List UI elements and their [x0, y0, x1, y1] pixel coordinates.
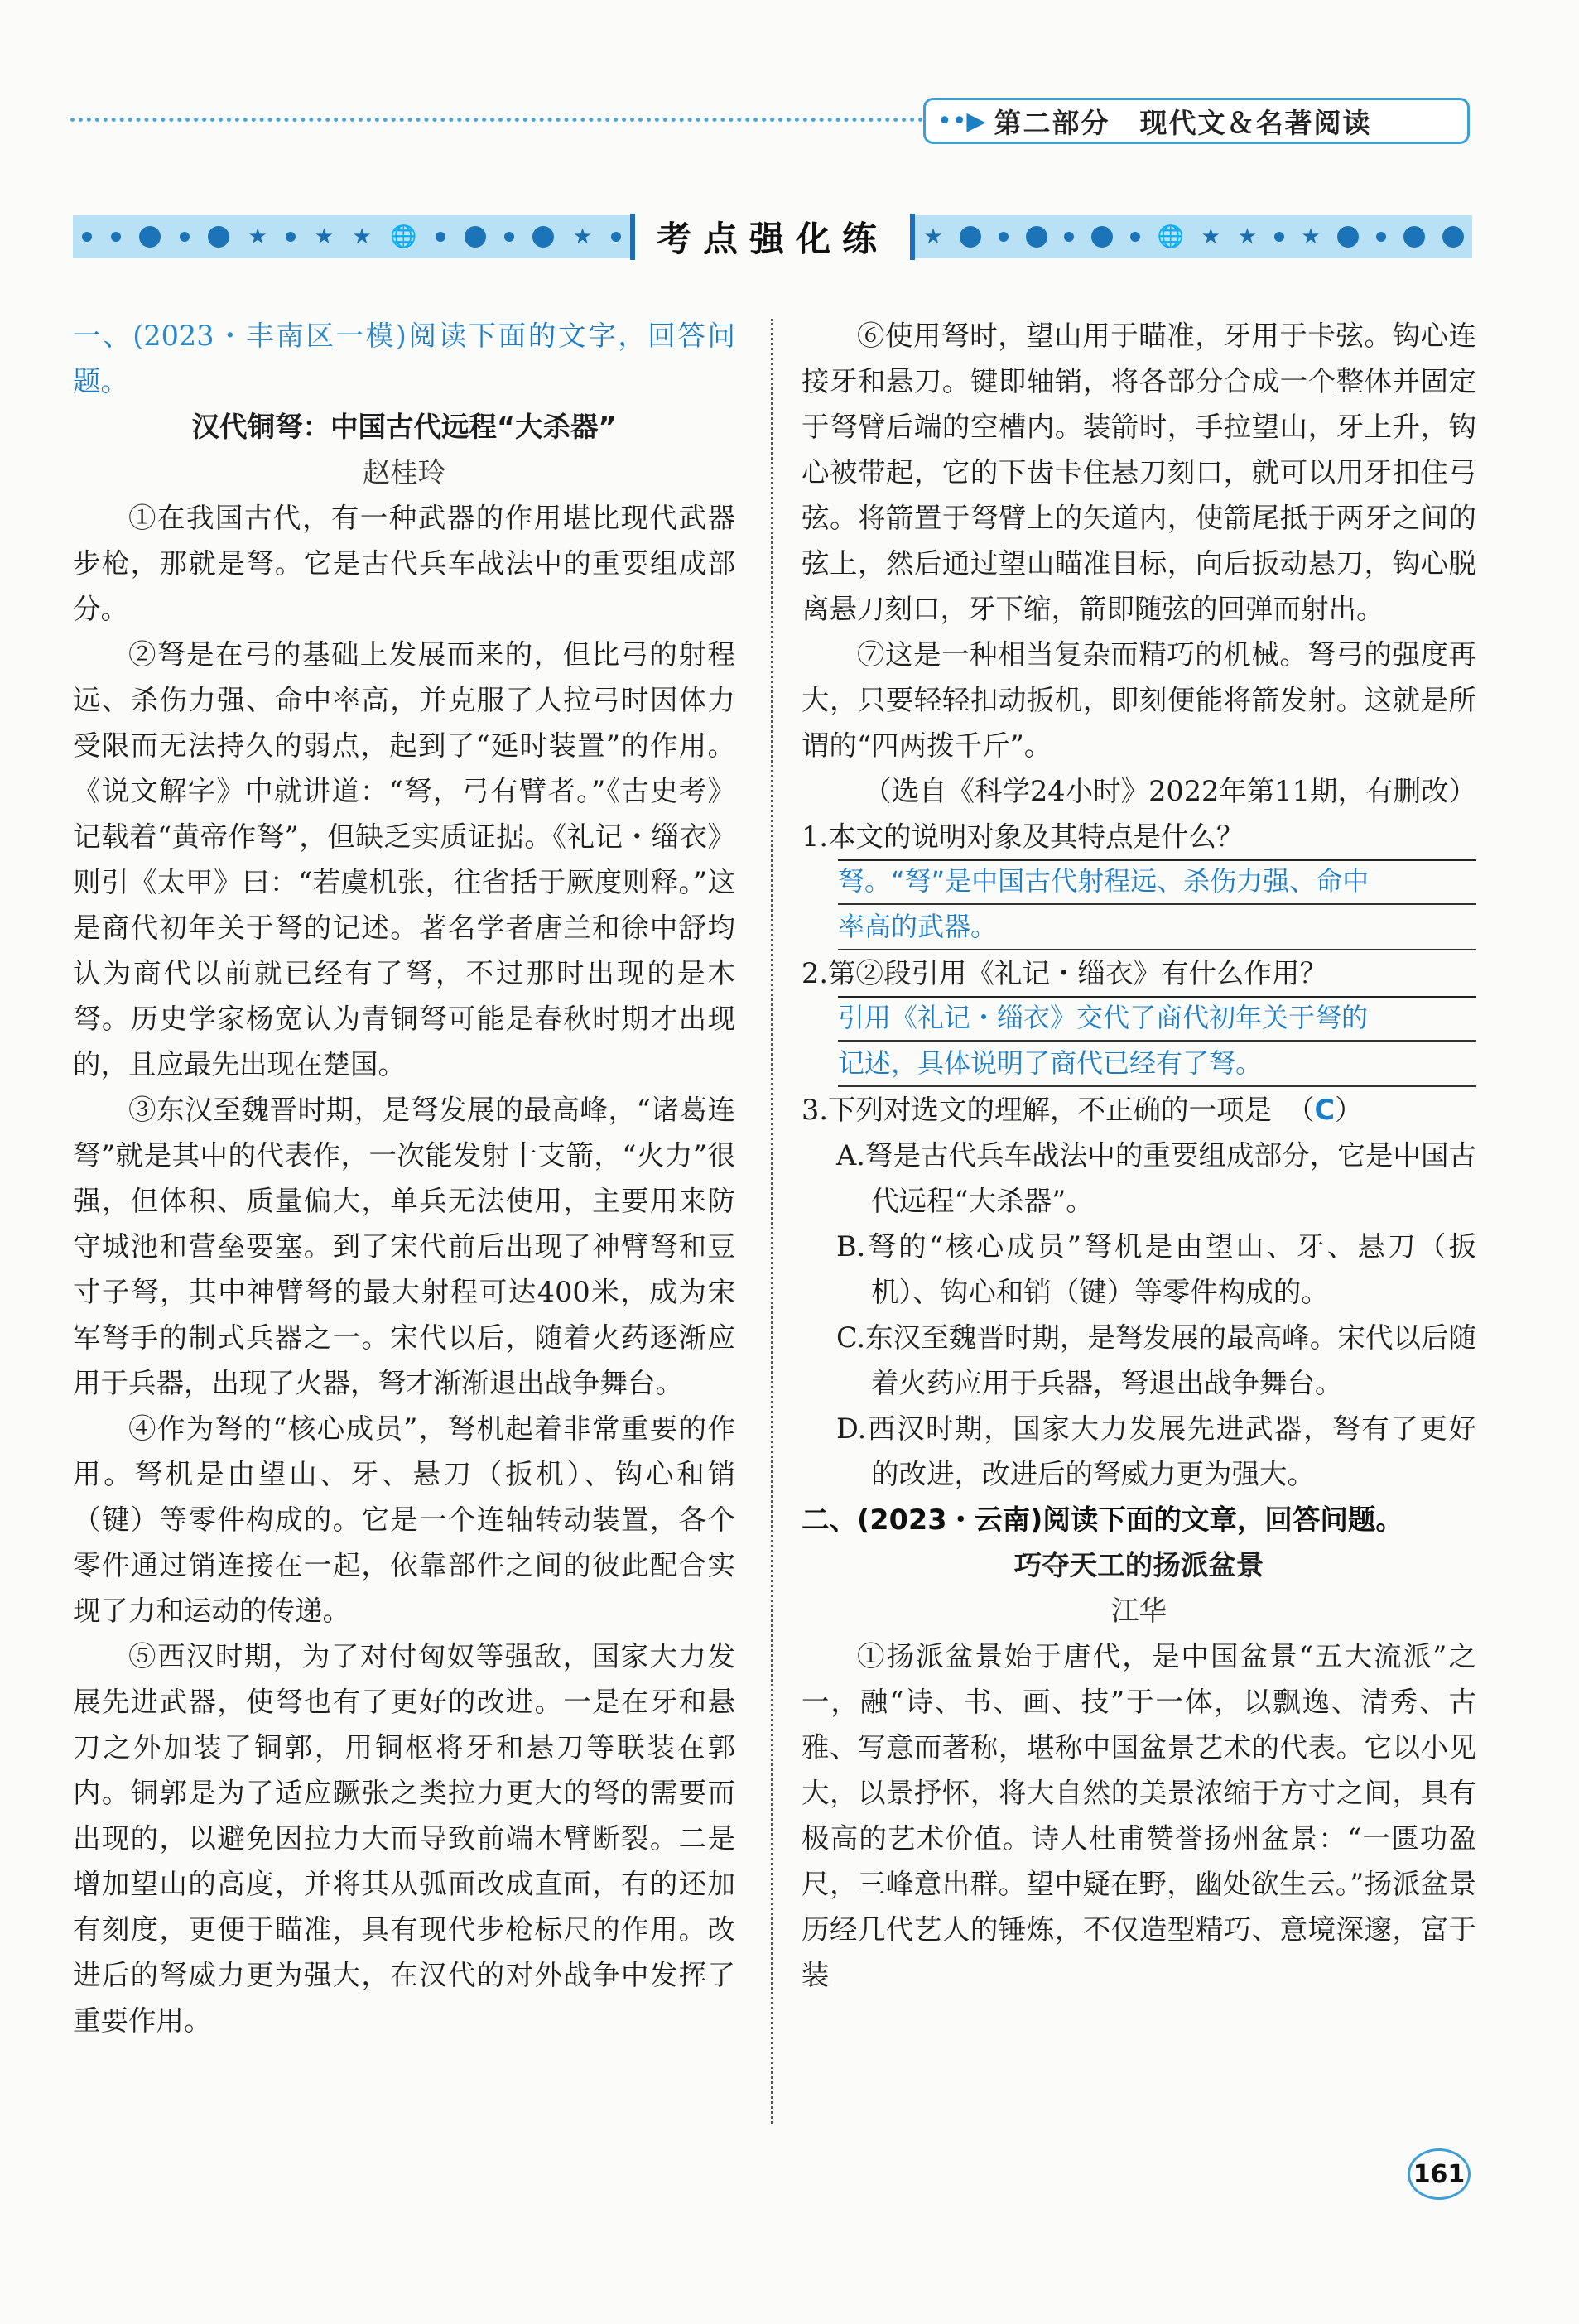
q1-number: 一、 — [73, 320, 133, 352]
paragraph-7: ⑦这是一种相当复杂而精巧的机械。弩弓的强度再大，只要轻轻扣动扳机，即刻便能将箭发射。这就是所谓的“四两拨千斤”。 — [802, 638, 1476, 762]
q2-number: 二、 — [802, 1504, 857, 1536]
banner-decoration-right: ★ 🌐 ★ ★ ★ — [915, 215, 1472, 258]
paragraph-6: ⑥使用弩时，望山用于瞄准，牙用于卡弦。钩心连接牙和悬刀。键即轴销，将各部分合成一个整体并固定于弩臂后端的空槽内。装箭时，手拉望山，牙上升，钩心被带起，它的下齿卡住悬刀刻口，就可以用牙扣住弓弦。将箭置于弩臂上的矢道内，使箭尾抵于两牙之间的弦上，然后通过望山瞄准目标，向后扳动悬刀，钩心脱离悬刀刻口，牙下缩，箭即随弦的回弹而射出。 — [802, 320, 1476, 625]
paragraph-2: ②弩是在弓的基础上发展而来的，但比弓的射程远、杀伤力强、命中率高，并克服了人拉弓时因体力受限而无法持久的弱点，起到了“延时装置”的作用。《说文解字》中就讲道：“弩，弓有臂者。”《古史考》记载着“黄帝作弩”，但缺乏实质证据。《礼记・缁衣》则引《太甲》曰：“若虞机张，往省括于厥度则释。”这是商代初年关于弩的记述。著名学者唐兰和徐中舒均认为商代以前就已经有了弩，不过那时出现的是木弩。历史学家杨宽认为青铜弩可能是春秋时期才出现的，且应最先出现在楚国。 — [73, 638, 735, 1080]
section-header — [923, 98, 1470, 144]
option-b: B.弩的“核心成员”弩机是由望山、牙、悬刀（扳机）、钩心和销（键）等零件构成的。 — [836, 1230, 1476, 1308]
header-dotted-rule — [70, 118, 932, 122]
paragraph-1: ①在我国古代，有一种武器的作用堪比现代武器步枪，那就是弩。它是古代兵车战法中的重要组成部分。 — [73, 502, 735, 625]
banner-decoration-left: ★ ★ ★ 🌐 ★ — [73, 215, 630, 258]
answer-line: 记述，具体说明了商代已经有了弩。 — [838, 1042, 1476, 1087]
answer-line: 率高的武器。 — [838, 905, 1476, 950]
article-2-author: 江华 — [1111, 1595, 1167, 1627]
question-1-3 — [802, 1087, 1476, 1133]
column-divider — [771, 319, 773, 2124]
banner-title: 考点强化练 — [630, 214, 915, 260]
q1-source: (2023・丰南区一模) — [132, 320, 407, 352]
answer-line: 引用《礼记・缁衣》交代了商代初年关于弩的 — [838, 996, 1476, 1042]
question-1-heading — [73, 313, 735, 404]
article-1-author: 赵桂玲 — [362, 456, 446, 488]
option-c: C.东汉至魏晋时期，是弩发展的最高峰。宋代以后随着火药应用于兵器，弩退出战争舞台。 — [836, 1321, 1476, 1399]
article-2-paragraph-1: ①扬派盆景始于唐代，是中国盆景“五大流派”之一，融“诗、书、画、技”于一体，以飘逸、清秀、古雅、写意而著称，堪称中国盆景艺术的代表。它以小见大，以景抒怀，将大自然的美景浓缩于方寸之间，具有极高的艺术价值。诗人杜甫赞誉扬州盆景：“一匮功盈尺，三峰意出群。望中疑在野，幽处欲生云。”扬派盆景历经几代艺人的锤炼，不仅造型精巧、意境深邃，富于装 — [802, 1640, 1476, 1991]
paragraph-4: ④作为弩的“核心成员”，弩机起着非常重要的作用。弩机是由望山、牙、悬刀（扳机）、钩心和销（键）等零件构成的。它是一个连轴转动装置，各个零件通过销连接在一起，依靠部件之间的彼此配合实现了力和运动的传递。 — [73, 1412, 735, 1627]
left-column — [73, 313, 735, 2043]
question-2-heading — [802, 1497, 1476, 1542]
article-2-title: 巧夺天工的扬派盆景 — [1013, 1549, 1264, 1581]
option-a: A.弩是古代兵车战法中的重要组成部分，它是中国古代远程“大杀器”。 — [836, 1139, 1476, 1217]
answer-line: 弩。“弩”是中国古代射程远、杀伤力强、命中 — [838, 859, 1476, 905]
q3-text: 3.下列对选文的理解，不正确的一项是 — [802, 1094, 1272, 1126]
answer-1-1 — [838, 859, 1476, 950]
double-arrow-icon: ••▶ — [937, 106, 986, 136]
article-1-title: 汉代铜弩：中国古代远程“大杀器” — [191, 411, 617, 443]
q3-choice: C — [1314, 1094, 1336, 1126]
option-d: D.西汉时期，国家大力发展先进武器，弩有了更好的改进，改进后的弩威力更为强大。 — [836, 1412, 1476, 1490]
paragraph-5: ⑤西汉时期，为了对付匈奴等强敌，国家大力发展先进武器，使弩也有了更好的改进。一是在牙和悬刀之外加装了铜郭，用铜枢将牙和悬刀等联装在郭内。铜郭是为了适应蹶张之类拉力更大的弩的需要而出现的，以避免因拉力大而导致前端木臂断裂。二是增加望山的高度，并将其从弧面改成直面，有的还加有刻度，更便于瞄准，具有现代步枪标尺的作用。改进后的弩威力更为强大，在汉代的对外战争中发挥了重要作用。 — [73, 1640, 735, 2037]
practice-banner — [73, 214, 1472, 260]
q1-instruction: 阅读下面的文字，回答问题。 — [73, 320, 736, 397]
q2-instruction: 阅读下面的文章，回答问题。 — [1042, 1504, 1403, 1536]
section-label: 现代文＆名著阅读 — [1139, 106, 1372, 139]
q3-bracket-close: ） — [1335, 1094, 1363, 1126]
question-1-2: 2.第②段引用《礼记・缁衣》有什么作用？ — [802, 957, 1327, 989]
article-1-source-note: （选自《科学24小时》2022年第11期，有删改） — [863, 775, 1476, 807]
answer-1-2 — [838, 996, 1476, 1087]
q2-source: (2023・云南) — [857, 1504, 1043, 1536]
page-number: 161 — [1408, 2148, 1471, 2200]
right-column — [802, 313, 1476, 1998]
paragraph-3: ③东汉至魏晋时期，是弩发展的最高峰，“诸葛连弩”就是其中的代表作，一次能发射十支箭，“火力”很强，但体积、质量偏大，单兵无法使用，主要用来防守城池和营垒要塞。到了宋代前后出现了神臂弩和豆寸子弩，其中神臂弩的最大射程可达400米，成为宋军弩手的制式兵器之一。宋代以后，随着火药逐渐应用于兵器，出现了火器，弩才渐渐退出战争舞台。 — [73, 1094, 735, 1399]
q3-bracket-open: （ — [1286, 1094, 1315, 1126]
part-label: 第二部分 — [994, 106, 1110, 139]
question-1-1: 1.本文的说明对象及其特点是什么？ — [802, 820, 1244, 853]
